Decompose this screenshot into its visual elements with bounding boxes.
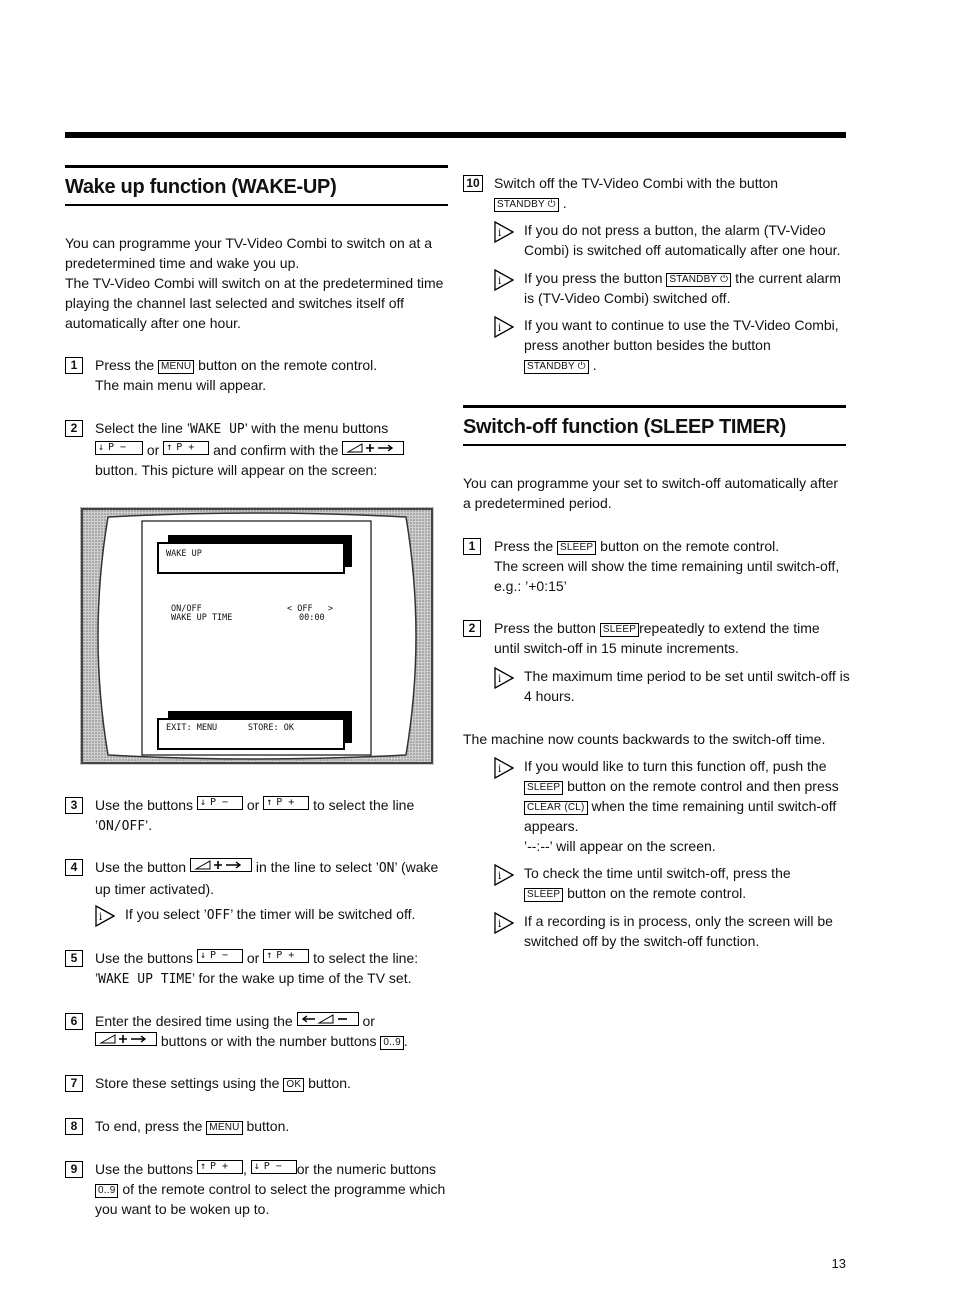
intro-line: You can programme your set to switch-off automatically after — [463, 475, 839, 491]
info-icon — [494, 912, 514, 934]
osd-code: ON — [378, 861, 395, 876]
step-text: up timer activated). — [95, 881, 215, 897]
p-minus-button[interactable]: ↓ P − — [95, 441, 143, 455]
standby-button[interactable]: STANDBY ⏻ — [494, 198, 559, 212]
step-text: or — [246, 797, 260, 813]
volume-plus-arrow-button[interactable] — [95, 1032, 157, 1046]
step-text: button. — [308, 1075, 351, 1091]
step-2 — [65, 418, 455, 480]
step-text: or — [146, 442, 160, 458]
info-icon — [494, 667, 514, 689]
volume-plus-icon — [99, 1033, 153, 1045]
step-text: of the remote control to select the programme which — [122, 1181, 446, 1197]
info-standby-alarm: i If you press the button STANDBY ⏻ the current alarm is (TV-Video Combi) switched off. — [494, 268, 854, 310]
intro-line: automatically after one hour. — [65, 315, 241, 331]
osd-onoff-label: ON/OFF — [171, 604, 202, 614]
menu-button[interactable]: MENU — [158, 360, 194, 374]
info-icon — [494, 864, 514, 886]
step-text: Use the buttons — [95, 1161, 194, 1177]
wake-up-intro — [65, 233, 455, 333]
step-text: Use the buttons — [95, 797, 194, 813]
svg-text:i: i — [498, 323, 502, 334]
p-minus-button[interactable]: ↓ P − — [197, 949, 243, 963]
step-number: 1 — [65, 357, 83, 374]
step-8 — [65, 1116, 455, 1138]
svg-text:i: i — [498, 276, 502, 287]
menu-button[interactable]: MENU — [206, 1121, 242, 1135]
sleep-button[interactable]: SLEEP — [600, 623, 639, 637]
step-text: Select the line ’ — [95, 420, 190, 436]
step-text: or the numeric buttons — [296, 1161, 437, 1177]
info-icon — [494, 316, 514, 338]
step-text: button. This picture will appear on the screen: — [95, 462, 378, 478]
step-text: ’ with the menu buttons — [244, 420, 389, 436]
volume-plus-arrow-button[interactable] — [342, 441, 404, 455]
step-7 — [65, 1073, 455, 1095]
sleep-button[interactable]: SLEEP — [524, 888, 563, 902]
info-max-period: i The maximum time period to be set until switch-off is 4 hours. — [494, 666, 854, 708]
number-buttons[interactable]: 0..9 — [380, 1036, 403, 1050]
step-text: button. — [246, 1118, 290, 1134]
step-text: Store these settings using the — [95, 1075, 280, 1091]
info-icon — [494, 757, 514, 779]
step-number: 9 — [65, 1161, 83, 1178]
intro-line: playing the channel last selected and switches itself off — [65, 295, 405, 311]
step-1 — [65, 355, 455, 397]
osd-time-label: WAKE UP TIME — [171, 613, 233, 623]
info-turn-off: i If you would like to turn this function off, push the SLEEP button on the remote control and then press CLEAR (CL) when the time remaining until switch-off appears. ’--:--’ will appear on the screen. — [494, 756, 854, 856]
step-number: 5 — [65, 950, 83, 967]
step-5: 5 Use the buttons ↓ P − or ↑ P + to select the line: ’WAKE UP TIME’ for the wake up time of the TV set. — [65, 948, 455, 990]
sleep-step-2: 2 Press the button SLEEP repeatedly to extend the time until switch-off in 15 minute increments. — [463, 618, 853, 660]
step-number: 1 — [463, 538, 481, 555]
osd-code: OFF — [206, 908, 231, 923]
svg-text:i: i — [498, 871, 502, 882]
svg-text:i: i — [498, 674, 502, 685]
p-plus-button[interactable]: ↑ P + — [263, 949, 309, 963]
sleep-button[interactable]: SLEEP — [524, 781, 563, 795]
standby-button[interactable]: STANDBY ⏻ — [524, 360, 589, 374]
osd-time-value: 00:00 — [299, 613, 325, 623]
step-text: to select the line: — [313, 950, 419, 966]
svg-text:i: i — [99, 912, 103, 923]
p-plus-button[interactable]: ↑ P + — [263, 796, 309, 810]
top-rule — [65, 132, 846, 138]
step-text: ’ for the wake up time of the TV set. — [192, 970, 412, 986]
page-number: 13 — [831, 1256, 846, 1271]
intro-line: The TV-Video Combi will switch on at the predetermined time — [65, 275, 444, 291]
ok-button[interactable]: OK — [283, 1078, 304, 1092]
step-text: to select the line — [313, 797, 415, 813]
osd-code: WAKE UP TIME — [98, 972, 193, 987]
osd-code: WAKE UP — [189, 422, 245, 437]
step-text: Press the — [95, 357, 155, 373]
step-text: button on the remote control. — [198, 357, 378, 373]
osd-code: ON/OFF — [98, 819, 146, 834]
volume-minus-arrow-button[interactable] — [297, 1012, 359, 1026]
tv-screen-illustration — [80, 507, 434, 765]
info-note-off: i If you select ’OFF’ the timer will be switched off. — [95, 904, 455, 928]
volume-minus-icon — [301, 1013, 355, 1025]
info-icon — [494, 269, 514, 291]
step-10: 10 Switch off the TV-Video Combi with the button STANDBY ⏻ . — [463, 173, 848, 215]
p-minus-button[interactable]: ↓ P − — [251, 1160, 297, 1174]
info-alarm-auto-off: i If you do not press a button, the alarm (TV-Video Combi) is switched off automatically after one hour. — [494, 220, 854, 262]
section-heading-wake-up: Wake up function (WAKE-UP) — [65, 165, 448, 206]
step-number: 10 — [463, 175, 483, 192]
step-text: or — [246, 950, 260, 966]
clear-button[interactable]: CLEAR (CL) — [524, 801, 588, 815]
info-icon — [494, 221, 514, 243]
intro-line: a predetermined period. — [463, 495, 612, 511]
step-number: 2 — [65, 420, 83, 437]
step-text: ’ (wake — [394, 859, 439, 875]
step-4 — [65, 857, 455, 899]
step-number: 4 — [65, 859, 83, 876]
step-text: The main menu will appear. — [95, 377, 267, 393]
svg-text:i: i — [498, 764, 502, 775]
p-plus-button[interactable]: ↑ P + — [163, 441, 209, 455]
sleep-button[interactable]: SLEEP — [557, 541, 596, 555]
intro-line: predetermined time and wake you up. — [65, 255, 300, 271]
info-recording: i If a recording is in process, only the screen will be switched off by the switch-off function. — [494, 911, 854, 953]
volume-plus-arrow-button[interactable] — [190, 858, 252, 872]
p-plus-button[interactable]: ↑ P + — [197, 1160, 243, 1174]
section-heading-sleep-timer: Switch-off function (SLEEP TIMER) — [463, 405, 846, 446]
step-text: or — [362, 1013, 375, 1029]
step-text: in the line to select ’ — [255, 859, 379, 875]
sleep-step-1: 1 Press the SLEEP button on the remote control. The screen will show the time remaining until switch-off, e.g.: ’+0:15’ — [463, 536, 853, 598]
step-text: and confirm with the — [213, 442, 339, 458]
info-continue-use: i If you want to continue to use the TV-Video Combi, press another button besides the button STANDBY ⏻ . — [494, 315, 854, 377]
step-text: To end, press the — [95, 1118, 203, 1134]
step-number: 7 — [65, 1075, 83, 1092]
osd-onoff-value: < OFF > — [287, 604, 334, 614]
step-number: 6 — [65, 1013, 83, 1030]
p-minus-button[interactable]: ↓ P − — [197, 796, 243, 810]
info-check-time: i To check the time until switch-off, press the SLEEP button on the remote control. — [494, 863, 854, 905]
step-number: 8 — [65, 1118, 83, 1135]
standby-button[interactable]: STANDBY ⏻ — [666, 273, 731, 287]
countdown-text: The machine now counts backwards to the switch-off time. — [463, 731, 826, 747]
step-number: 2 — [463, 620, 481, 637]
step-number: 3 — [65, 797, 83, 814]
step-text: you want to be woken up to. — [95, 1201, 270, 1217]
osd-footer: EXIT: MENU STORE: OK — [166, 723, 294, 733]
sleep-intro — [463, 473, 853, 513]
svg-text:i: i — [498, 919, 502, 930]
intro-line: You can programme your TV-Video Combi to switch on at a — [65, 235, 433, 251]
step-6: 6 Enter the desired time using the or buttons or with the number buttons 0..9 . — [65, 1011, 455, 1053]
step-text: Enter the desired time using the — [95, 1013, 293, 1029]
step-text: Switch off the TV-Video Combi with the button — [494, 175, 779, 191]
step-text: Use the buttons — [95, 950, 194, 966]
volume-plus-icon — [346, 442, 400, 454]
step-3: 3 Use the buttons ↓ P − or ↑ P + to select the line ’ON/OFF’. — [65, 795, 455, 837]
svg-text:i: i — [498, 228, 502, 239]
volume-plus-icon — [194, 859, 248, 871]
info-icon — [95, 905, 115, 927]
osd-title: WAKE UP — [166, 549, 202, 559]
step-text: buttons or with the number buttons — [160, 1033, 377, 1049]
step-9: 9 Use the buttons ↑ P + , ↓ P − or the numeric buttons 0..9 of the remote control to select the programme which you want to be woken up to. — [65, 1159, 455, 1221]
number-buttons[interactable]: 0..9 — [95, 1184, 118, 1198]
step-text: Use the button — [95, 859, 187, 875]
